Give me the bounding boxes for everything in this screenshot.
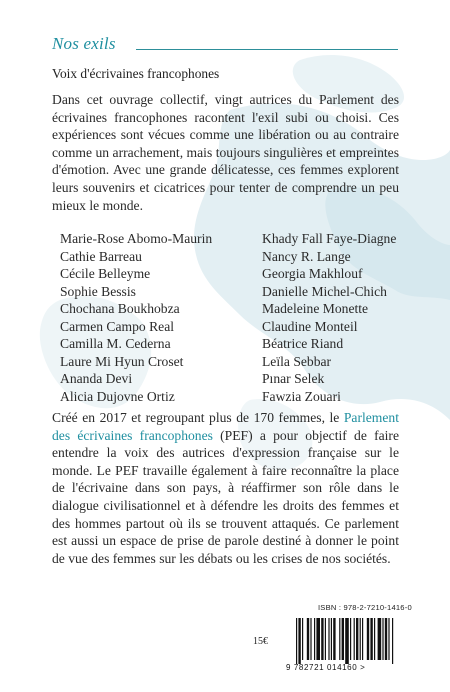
barcode-bar [321, 618, 323, 660]
barcode-bar [302, 618, 303, 660]
barcode-bar [298, 618, 300, 664]
barcode-bar [388, 618, 389, 660]
barcode-bar [356, 618, 358, 660]
author-name: Fawzia Zouari [262, 388, 341, 404]
author-name: Leïla Sebbar [262, 353, 332, 369]
barcode-bar [360, 618, 361, 660]
author-name: Cécile Belleyme [60, 266, 151, 281]
author-name: Danielle Michel-Chich [262, 283, 387, 299]
barcode-bar [296, 618, 297, 664]
authors-right-column [262, 230, 396, 405]
barcode-bar [370, 618, 372, 660]
author-name: Cathie Barreau [60, 248, 142, 264]
author-name: Laure Mi Hyun Croset [60, 353, 184, 369]
barcode-bar [392, 618, 393, 664]
barcode-bar [367, 618, 369, 660]
price-label: 15€ [253, 636, 268, 647]
author-name: Pınar Selek [262, 371, 325, 386]
author-name: Camilla M. Cederna [60, 336, 171, 351]
title-rule [136, 49, 398, 50]
author-name: Nancy R. Lange [262, 248, 351, 264]
author-name: Claudine Monteil [262, 318, 358, 334]
barcode-bar [331, 618, 332, 660]
barcode-digits: 9 782721 014160 > [286, 663, 366, 672]
author-name: Madeleine Monette [262, 301, 369, 316]
barcode-bar [345, 618, 349, 664]
pef-text-after: (PEF) a pour objectif de faire entendre la voix des autrices d'expression française sur le monde. Le PEF travaille également à faire reconnaître la place de l'écrivaine dans son pays, à réaffirmer son rôle dans le dialogue civilisationnel et à défendre les droits des femmes et des hommes partout où ils se trouvent attaqués. Ce parlement est aussi un espace de prise de parole destiné à donner le point de vue des femmes sur les débats ou les crises de nos sociétés. [52, 427, 399, 566]
author-name: Marie-Rose Abomo-Maurin [60, 231, 213, 246]
barcode-bar [354, 618, 355, 660]
title-row [52, 34, 398, 54]
pef-paragraph [52, 409, 399, 567]
author-name: Sophie Bessis [60, 283, 136, 299]
barcode-bar [339, 618, 340, 660]
author-name: Alicia Dujovne Ortiz [60, 388, 175, 404]
barcode-bar [385, 618, 387, 660]
pef-link[interactable]: Parlement des écrivaines francophones [52, 410, 399, 443]
barcode-bar [333, 618, 335, 660]
barcode-bar [350, 618, 351, 660]
author-name: Khady Fall Faye-Diagne [262, 231, 397, 246]
barcode-bar [314, 618, 315, 660]
author-name: Carmen Campo Real [60, 318, 175, 334]
barcode-bar [310, 618, 311, 660]
intro-paragraph: Dans cet ouvrage collectif, vingt autrices du Parlement des écrivaines francophones racontent l'exil subi ou choisi. Ces expériences sont vécues comme une libération ou au contraire comme un arrachement, mais toujours singulières et empreintes d'émotion. Avec une grande délicatesse, ces femmes explorent leurs souvenirs et cicatrices pour tenter de comprendre un peu mieux le monde. [52, 92, 399, 213]
barcode-bar [328, 618, 329, 660]
author-name: Chochana Boukhobza [60, 301, 180, 316]
barcode-bar [307, 618, 309, 660]
barcode-bar [378, 618, 382, 660]
author-name: Georgia Makhlouf [262, 266, 363, 281]
pef-text-before: Créé en 2017 et regroupant plus de 170 femmes, le [52, 410, 344, 425]
barcode-bar [374, 618, 375, 660]
author-name: Béatrice Riand [262, 336, 344, 351]
isbn-label: ISBN : 978-2-7210-1416-0 [318, 603, 412, 612]
book-subtitle: Voix d'écrivaines francophones [52, 66, 220, 81]
barcode-bar [316, 618, 320, 660]
author-name: Ananda Devi [60, 371, 133, 386]
book-title: Nos exils [52, 34, 116, 53]
barcode-bar [325, 618, 326, 660]
authors-left-column [60, 230, 212, 405]
barcode-bar [382, 618, 383, 660]
barcode-bar [342, 618, 344, 660]
barcode-bar [362, 618, 363, 660]
